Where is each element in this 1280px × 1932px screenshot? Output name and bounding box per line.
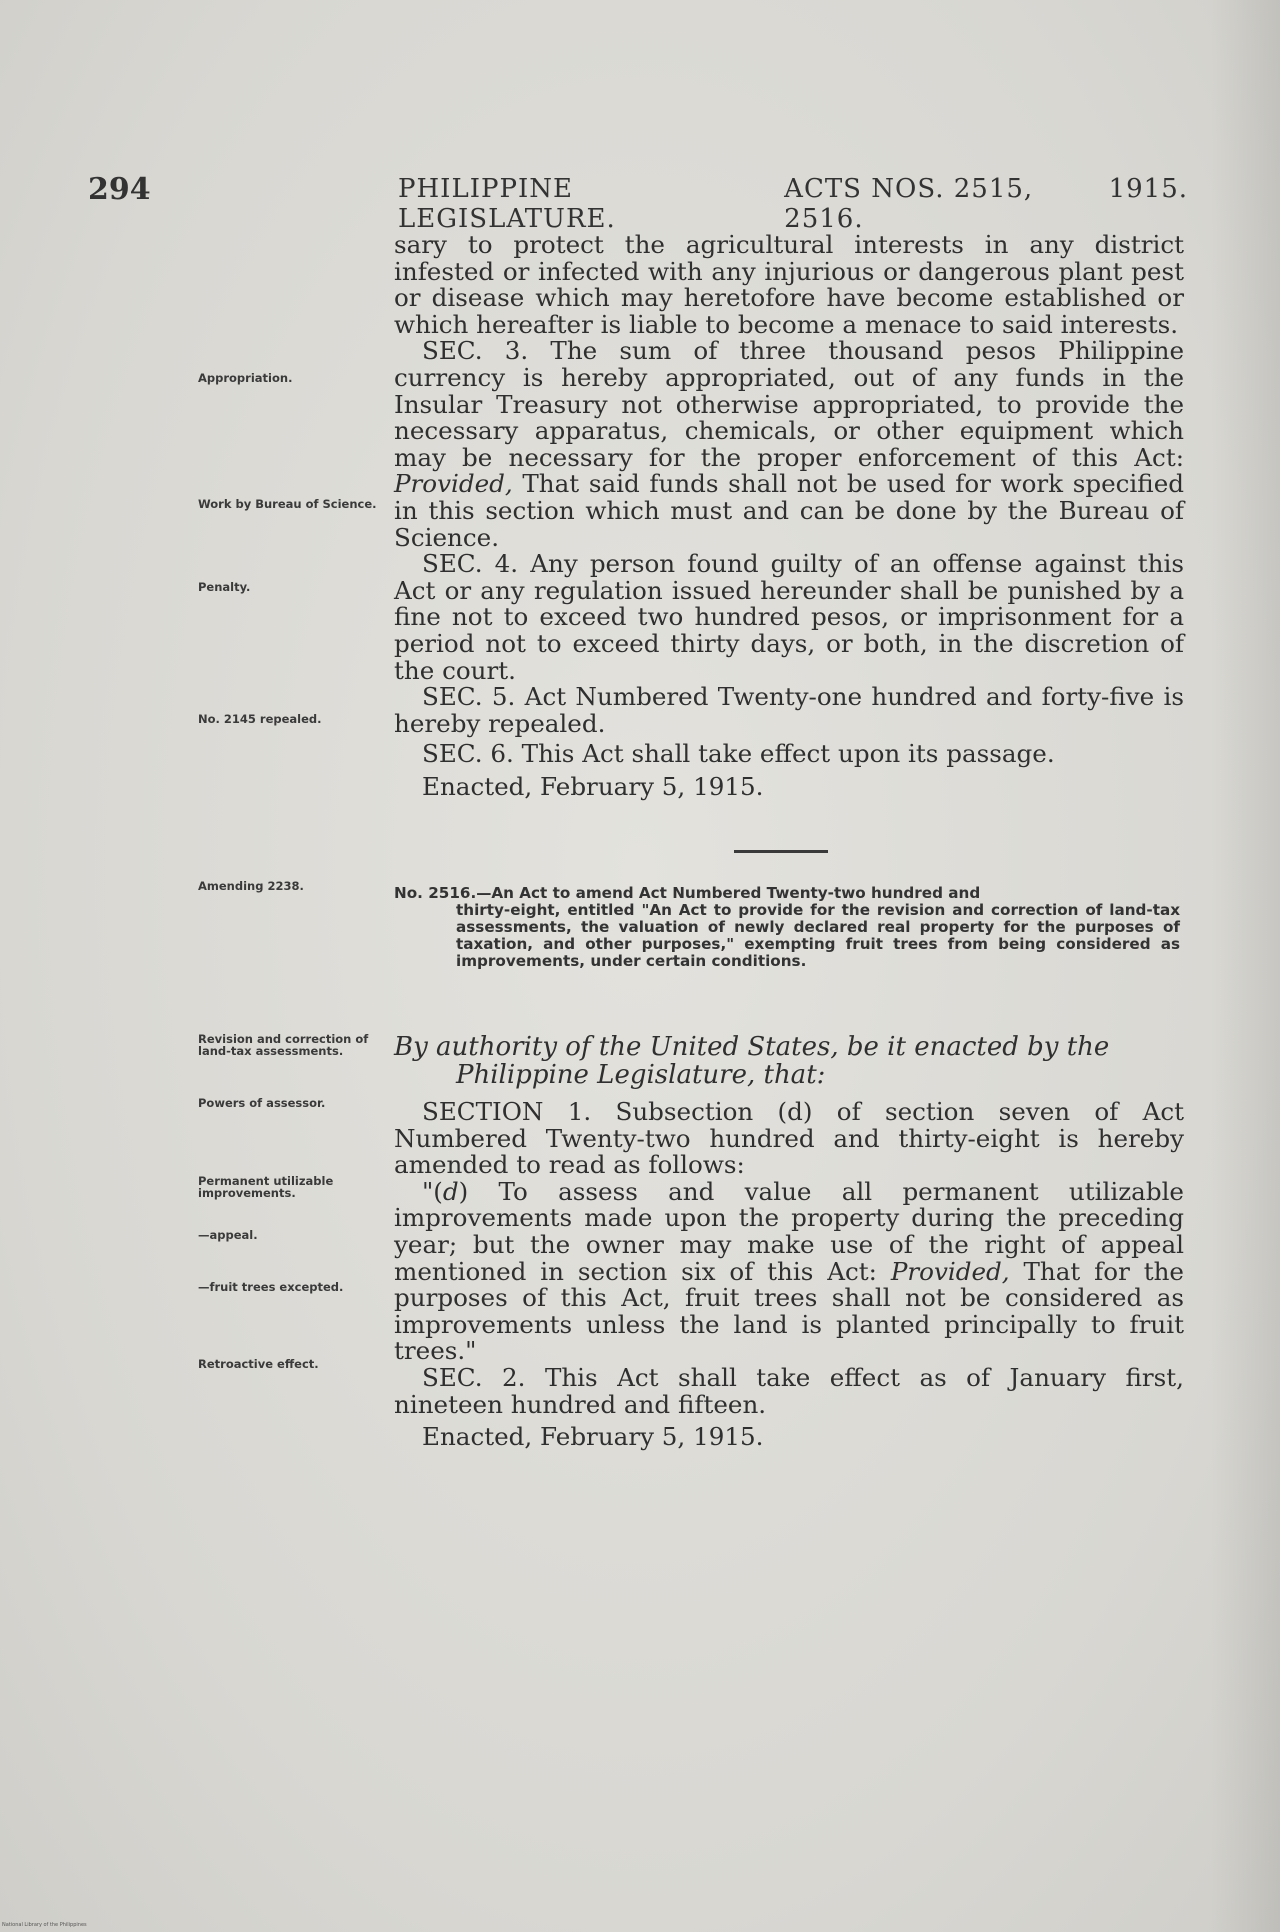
- note-amending-2238: Amending 2238.: [198, 879, 304, 893]
- note-fruit-trees-excepted: —fruit trees excepted.: [198, 1280, 344, 1294]
- amended-proviso: That for the purposes of this Act, fruit trees shall not be considered as improvements unless the land is planted principally to fruit trees.": [394, 1256, 1184, 1366]
- running-acts: ACTS NOS. 2515, 2516.: [784, 174, 1034, 234]
- section-1-text: Subsection (d) of section seven of Act Numbered Twenty-two hundred and thirty-eight is hereby amended to read as follows:: [394, 1097, 1185, 1180]
- section-4-label: SEC. 4.: [422, 549, 519, 579]
- section-divider: [734, 850, 828, 853]
- section-6-text: This Act shall take effect upon its passage.: [513, 739, 1055, 769]
- section-2: [394, 1362, 1184, 1419]
- page-number: 294: [88, 172, 151, 207]
- act-2516-body: [394, 1099, 1184, 1451]
- section-3-text: The sum of three thousand pesos Philippine currency is hereby appropriated, out of any funds in the Insular Treasury not otherwise appropriated, to provide the necessary apparatus, chemicals, or other equipment which may be necessary for the proper enforcement of this Act:: [394, 336, 1184, 472]
- note-work-by-bureau: Work by Bureau of Science.: [198, 497, 377, 511]
- quote-open: "(: [422, 1176, 443, 1206]
- section-5-text: Act Numbered Twenty-one hundred and forty-five is hereby repealed.: [394, 682, 1185, 738]
- note-permanent-improvements: Permanent utilizable improvements.: [198, 1174, 334, 1200]
- section-3-proviso-word: Provided,: [394, 469, 513, 499]
- note-revision: Revision and correction of land-tax assessments.: [198, 1032, 369, 1058]
- subsection-letter: d: [442, 1176, 459, 1206]
- note-powers-of-assessor: Powers of assessor.: [198, 1096, 326, 1110]
- section-1-label: SECTION 1.: [422, 1097, 592, 1126]
- section-3: [394, 338, 1184, 551]
- running-year: 1915.: [1108, 174, 1188, 204]
- act-2516-heading-first: No. 2516.—An Act to amend Act Numbered Twenty-two hundred and: [394, 884, 981, 902]
- act-2515-enacted: Enacted, February 5, 1915.: [422, 771, 764, 801]
- note-appeal: —appeal.: [198, 1228, 258, 1242]
- section-6: [394, 741, 1184, 768]
- running-title: PHILIPPINE LEGISLATURE.: [398, 174, 616, 234]
- amended-proviso-word: Provided,: [890, 1256, 1010, 1286]
- running-head: [398, 174, 1188, 234]
- continuation-paragraph: sary to protect the agricultural interests in any district infested or infected with any injurious or dangerous plant pest or disease which may heretofore have become established or which hereafter is liable to become a menace to said interests.: [394, 230, 1184, 339]
- note-retroactive-effect: Retroactive effect.: [198, 1357, 319, 1371]
- section-3-label: SEC. 3.: [422, 336, 529, 366]
- amended-subsection: [394, 1176, 1184, 1366]
- note-penalty: Penalty.: [198, 580, 251, 594]
- enacting-clause-line-1: By authority of the United States, be it enacted by the: [394, 1032, 1110, 1062]
- section-1: [394, 1099, 1184, 1179]
- section-2-text: This Act shall take effect as of January first, nineteen hundred and fifteen.: [394, 1362, 1184, 1419]
- footer-source: National Library of the Philippines: [2, 1922, 87, 1928]
- act-2516-heading-rest: thirty-eight, entitled "An Act to provide for the revision and correction of land-tax assessments, the valuation of newly declared real property for the purposes of taxation, and other purposes," exempting fruit trees from being considered as improvements, under certain conditions.: [456, 901, 1180, 970]
- act-2516-heading: [394, 885, 1180, 970]
- act-2515-body: [394, 232, 1184, 800]
- enacting-clause-line-2: Philippine Legislature, that:: [456, 1060, 826, 1090]
- section-6-label: SEC. 6.: [422, 739, 514, 769]
- section-5-label: SEC. 5.: [422, 682, 516, 712]
- enacting-clause: [394, 1033, 1184, 1089]
- act-2516-enacted: Enacted, February 5, 1915.: [422, 1422, 764, 1452]
- section-3-proviso: That said funds shall not be used for work specified in this section which must and can be done by the Bureau of Science.: [394, 469, 1184, 552]
- section-4-text: Any person found guilty of an offense against this Act or any regulation issued hereunder shall be punished by a fine not to exceed two hundred pesos, or imprisonment for a period not to exceed thirty days, or both, in the discretion of the court.: [394, 549, 1184, 685]
- section-2-label: SEC. 2.: [422, 1362, 526, 1392]
- section-4: [394, 551, 1184, 684]
- note-appropriation: Appropriation.: [198, 371, 293, 385]
- note-no-2145-repealed: No. 2145 repealed.: [198, 712, 322, 726]
- amended-subsection-text: ) To assess and value all permanent utilizable improvements made upon the property during the preceding year; but the owner may make use of the right of appeal mentioned in section six of this Act:: [394, 1176, 1184, 1286]
- section-5: [394, 684, 1184, 737]
